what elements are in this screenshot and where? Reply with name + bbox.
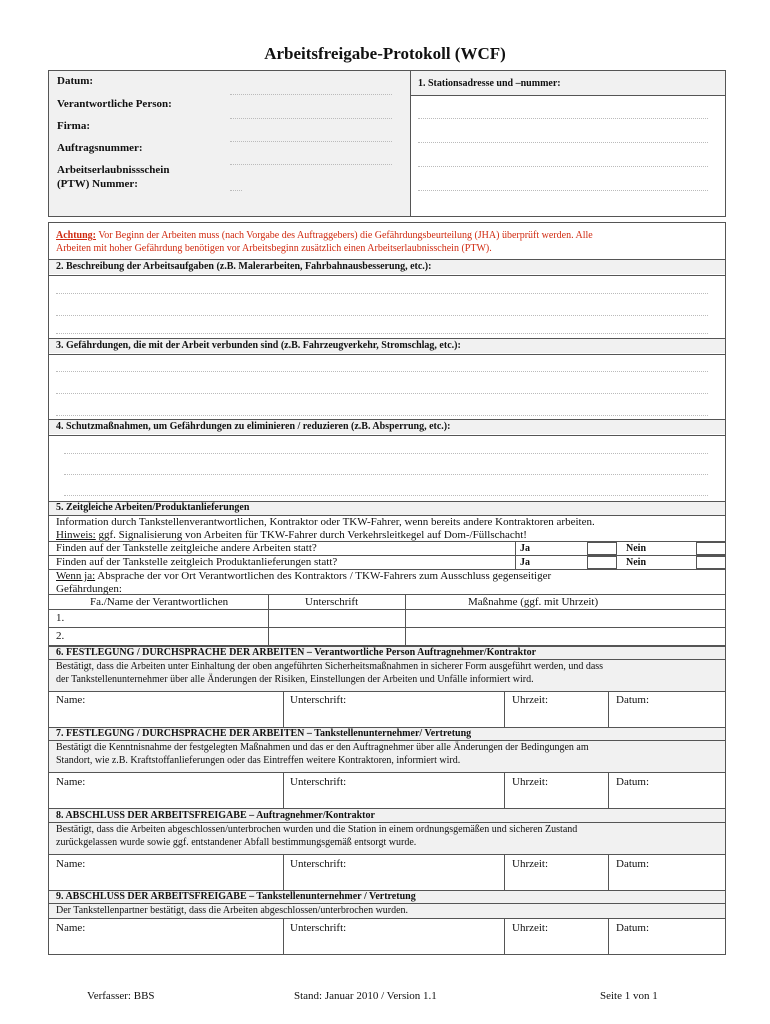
station-label: 1. Stationsadresse und –nummer:	[418, 78, 561, 89]
company-field[interactable]	[230, 141, 392, 142]
section4-heading: 4. Schutzmaßnahmen, um Gefährdungen zu eliminieren / reduzieren (z.B. Absperrung, etc.):	[56, 421, 451, 432]
ptw-label-line1: Arbeitserlaubnissschein	[57, 164, 170, 176]
q2-ja-label: Ja	[520, 557, 530, 568]
q2-nein-label: Nein	[626, 557, 646, 568]
q1-nein-label: Nein	[626, 543, 646, 554]
section6-text2: der Tankstellenunternehmer über alle Änderungen der Risiken, Einstellungen der Arbeiten und Unfälle informiert wird.	[56, 674, 534, 685]
warning-line2: Arbeiten mit hoher Gefährdung benötigen vor Arbeitsbeginn zusätzlich einen Arbeitserlaubnisschein (PTW).	[56, 243, 492, 254]
section5-wennja: Wenn ja: Absprache der vor Ort Verantwortlichen des Kontraktors / TKW-Fahrers zum Ausschluss gegenseitiger	[56, 570, 552, 582]
footer-version: Stand: Januar 2010 / Version 1.1	[294, 990, 437, 1002]
s6-time-label: Uhrzeit:	[512, 694, 549, 706]
q2-ja-checkbox[interactable]	[587, 556, 617, 569]
responsible-person-label: Verantwortliche Person:	[57, 98, 172, 110]
col-measure: Maßnahme (ggf. mit Uhrzeit)	[468, 596, 599, 608]
section3-field-line2[interactable]	[56, 393, 708, 394]
responsible-person-field[interactable]	[230, 118, 392, 119]
page-title: Arbeitsfreigabe-Protokoll (WCF)	[264, 44, 506, 63]
footer-page: Seite 1 von 1	[600, 990, 658, 1002]
section9-heading: 9. ABSCHLUSS DER ARBEITSFREIGABE – Tankstellenunternehmer / Vertretung	[56, 891, 416, 902]
section5-wennja-line2: Gefährdungen:	[56, 583, 122, 595]
order-number-field[interactable]	[230, 164, 392, 165]
footer-author: Verfasser: BBS	[87, 990, 155, 1002]
s7-name-label: Name:	[56, 776, 86, 788]
section3-field-line1[interactable]	[56, 371, 708, 372]
section2-field-line1[interactable]	[56, 293, 708, 294]
section7-text1: Bestätigt die Kenntnisnahme der festgelegten Maßnahmen und das er den Auftragnehmer über alle Änderungen der Bedingungen am	[56, 742, 589, 753]
warning-line1: Achtung: Vor Beginn der Arbeiten muss (nach Vorgabe des Auftraggebers) die Gefährdungsbeurteilung (JHA) überprüft werden. Alle	[56, 230, 593, 241]
order-number-label: Auftragsnummer:	[57, 142, 143, 154]
section7-heading: 7. FESTLEGUNG / DURCHSPRACHE DER ARBEITEN – Tankstellenunternehmer/ Vertretung	[56, 728, 472, 739]
company-label: Firma:	[57, 120, 90, 132]
s8-name-label: Name:	[56, 858, 86, 870]
q2-nein-checkbox[interactable]	[696, 556, 726, 569]
station-field-line2[interactable]	[418, 142, 708, 143]
s8-signature-label: Unterschrift:	[290, 858, 347, 870]
s9-signature-label: Unterschrift:	[290, 922, 347, 934]
section4-field-line1[interactable]	[64, 453, 708, 454]
question-simultaneous-work: Finden auf der Tankstelle zeitgleiche andere Arbeiten statt?	[56, 542, 317, 554]
q1-ja-checkbox[interactable]	[587, 542, 617, 555]
s7-time-label: Uhrzeit:	[512, 776, 549, 788]
s7-date-label: Datum:	[616, 776, 649, 788]
row-1-number: 1.	[56, 612, 65, 624]
station-field-line4[interactable]	[418, 190, 708, 191]
col-signature: Unterschrift	[305, 596, 359, 608]
row-2-number: 2.	[56, 630, 65, 642]
station-field-line1[interactable]	[418, 118, 708, 119]
question-simultaneous-delivery: Finden auf der Tankstelle zeitgleich Produktanlieferungen statt?	[56, 556, 338, 568]
row-1-signature-field[interactable]	[270, 611, 403, 626]
section6-heading: 6. FESTLEGUNG / DURCHSPRACHE DER ARBEITEN – Verantwortliche Person Auftragnehmer/Kontraktor	[56, 647, 537, 658]
section8-text2: zurückgelassen wurde sowie ggf. entstandener Abfall bestimmungsgemäß entsorgt wurde.	[56, 837, 417, 848]
station-field-line3[interactable]	[418, 166, 708, 167]
section5-hinweis: Hinweis: ggf. Signalisierung von Arbeiten für TKW-Fahrer durch Verkehrsleitkegel auf Dom-/Füllschacht!	[56, 529, 527, 541]
s9-date-label: Datum:	[616, 922, 649, 934]
section2-heading: 2. Beschreibung der Arbeitsaufgaben (z.B. Malerarbeiten, Fahrbahnausbesserung, etc.):	[56, 261, 432, 272]
section6-text1: Bestätigt, dass die Arbeiten unter Einhaltung der oben angeführten Sicherheitsmaßnahmen in sicherer Form ausgeführt werden, und dass	[56, 661, 604, 672]
section2-field-line3[interactable]	[56, 333, 708, 334]
s6-date-label: Datum:	[616, 694, 649, 706]
q1-ja-label: Ja	[520, 543, 530, 554]
section9-text1: Der Tankstellenpartner bestätigt, dass die Arbeiten abgeschlossen/unterbrochen wurden.	[56, 905, 409, 916]
section7-text2: Standort, wie z.B. Kraftstoffanlieferungen oder das Eintreffen weitere Kontraktoren, informiert wird.	[56, 755, 461, 766]
s6-name-label: Name:	[56, 694, 86, 706]
date-field[interactable]	[230, 94, 392, 95]
s8-date-label: Datum:	[616, 858, 649, 870]
ptw-number-field[interactable]	[230, 190, 242, 191]
section3-field-line3[interactable]	[56, 415, 708, 416]
s9-name-label: Name:	[56, 922, 86, 934]
ptw-label-line2: (PTW) Nummer:	[57, 178, 138, 190]
section2-field-line2[interactable]	[56, 315, 708, 316]
date-label: Datum:	[57, 75, 94, 87]
section3-heading: 3. Gefährdungen, die mit der Arbeit verbunden sind (z.B. Fahrzeugverkehr, Stromschlag, etc.):	[56, 340, 461, 351]
col-responsible-name: Fa./Name der Verantwortlichen	[90, 596, 229, 608]
section8-heading: 8. ABSCHLUSS DER ARBEITSFREIGABE – Auftragnehmer/Kontraktor	[56, 810, 375, 821]
section8-text1: Bestätigt, dass die Arbeiten abgeschlossen/unterbrochen wurden und die Station in einem ordnungsgemäßen und sicheren Zustand	[56, 824, 578, 835]
section4-field-line2[interactable]	[64, 474, 708, 475]
row-1-measure-field[interactable]	[407, 611, 724, 626]
s7-signature-label: Unterschrift:	[290, 776, 347, 788]
section5-heading: 5. Zeitgleiche Arbeiten/Produktanlieferungen	[56, 502, 250, 513]
q1-nein-checkbox[interactable]	[696, 542, 726, 555]
s6-signature-label: Unterschrift:	[290, 694, 347, 706]
section5-info: Information durch Tankstellenverantwortlichen, Kontraktor oder TKW-Fahrer, wenn bereits andere Kontraktoren arbeiten.	[56, 516, 595, 528]
section4-field-line3[interactable]	[64, 495, 708, 496]
s9-time-label: Uhrzeit:	[512, 922, 549, 934]
s8-time-label: Uhrzeit:	[512, 858, 549, 870]
